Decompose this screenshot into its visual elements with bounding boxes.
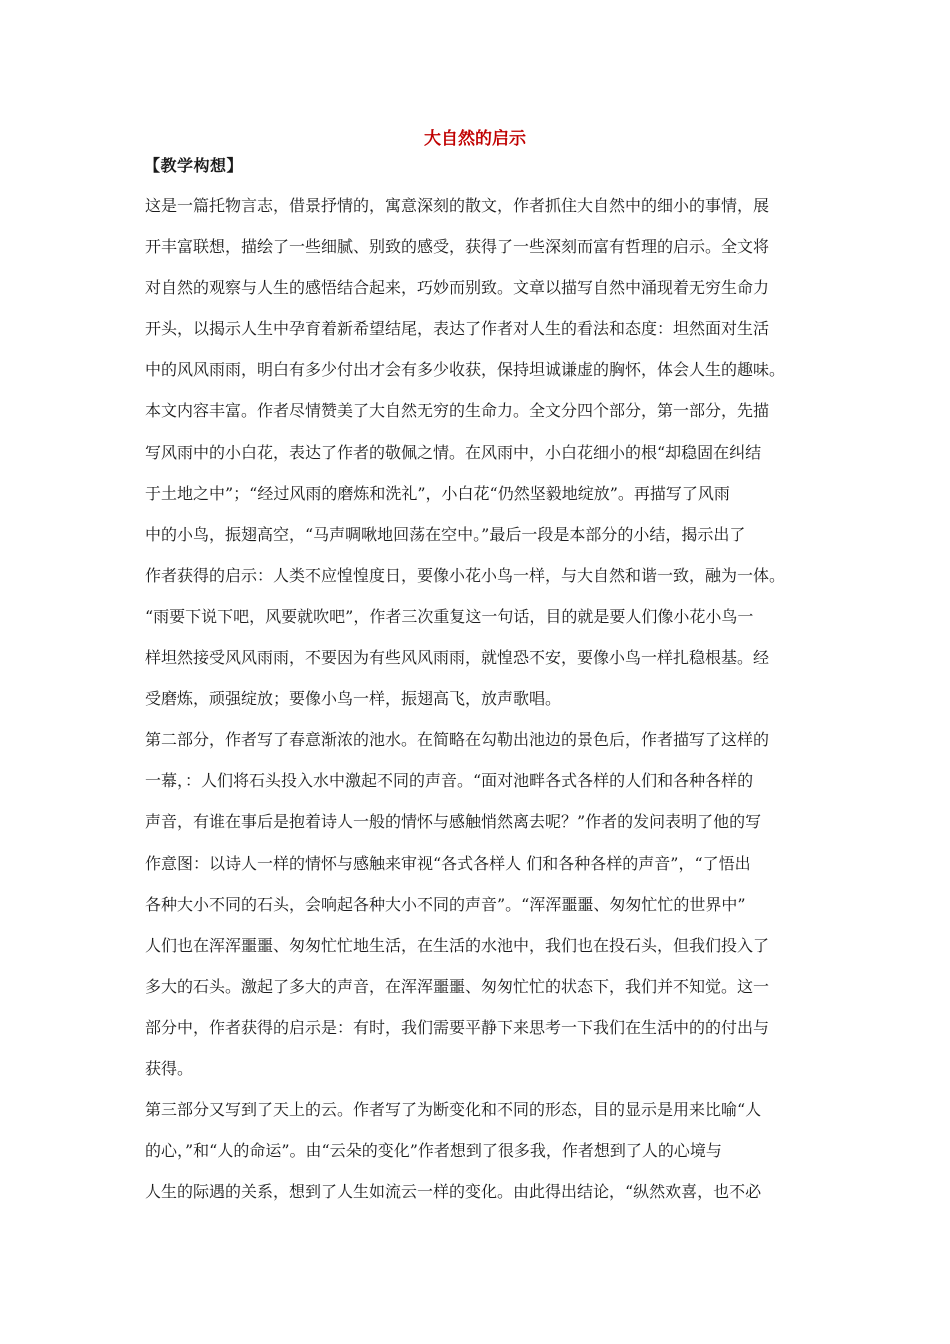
text-line: 于土地之中”；“经过风雨的磨炼和洗礼”，小白花“仍然坚毅地绽放”。再描写了风雨 [145,483,730,503]
text-line: 开丰富联想，描绘了一些细腻、别致的感受，获得了一些深刻而富有哲理的启示。全文将 [145,237,770,257]
text-line: 对自然的观察与人生的感悟结合起来，巧妙而别致。文章以描写自然中涌现着无穷生命力 [145,278,770,298]
text-line: 这是一篇托物言志，借景抒情的，寓意深刻的散文，作者抓住大自然中的细小的事情，展 [145,196,770,215]
text-line: 人们也在浑浑噩噩、匆匆忙忙地生活，在生活的水池中，我们也在投石头，但我们投入了 [145,935,770,955]
text-line: 本文内容丰富。作者尽情赞美了大自然无穷的生命力。全文分四个部分，第一部分，先描 [145,401,770,421]
text-line: 作意图：以诗人一样的情怀与感触来审视“各式各样人 们和各种各样的声音”，“了悟出 [145,853,751,873]
text-line: 开头，以揭示人生中孕育着新希望结尾，表达了作者对人生的看法和态度：坦然面对生活 [145,319,770,339]
text-line: 中的小鸟，振翅高空，“马声啁啾地回荡在空中。”最后一段是本部分的小结，揭示出了 [145,524,746,544]
text-line: 声音，有谁在事后是抱着诗人一般的情怀与感触悄然离去呢？”作者的发问表明了他的写 [145,812,762,832]
text-line: 写风雨中的小白花，表达了作者的敬佩之情。在风雨中，小白花细小的根“却稳固在纠结 [145,442,762,462]
document-title: 大自然的启示 [424,129,526,149]
text-line: 各种大小不同的石头，会响起各种大小不同的声音”。“浑浑噩噩、匆匆忙忙的世界中” [145,894,746,914]
section-heading: 【教学构想】 [144,156,244,175]
text-line: 第二部分，作者写了春意渐浓的池水。在简略在勾勒出池边的景色后，作者描写了这样的 [145,730,770,750]
body-text [145,185,825,1212]
text-line: 第三部分又写到了天上的云。作者写了为断变化和不同的形态，目的显示是用来比喻“人 [145,1100,762,1120]
text-line: 部分中，作者获得的启示是：有时，我们需要平静下来思考一下我们在生活中的的付出与 [145,1017,770,1037]
text-line: 的心，”和“人的命运”。由“云朵的变化”作者想到了很多我，作者想到了人的心境与 [145,1141,722,1161]
text-line: 一幕，：人们将石头投入水中激起不同的声音。“面对池畔各式各样的人们和各种各样的 [145,771,754,791]
text-line: “雨要下说下吧，风要就吹吧”，作者三次重复这一句话，目的就是要人们像小花小鸟一 [145,606,754,626]
text-line: 人生的际遇的关系，想到了人生如流云一样的变化。由此得出结论，“纵然欢喜，也不必 [145,1182,762,1202]
text-line: 获得。 [145,1058,194,1078]
text-line: 受磨炼，顽强绽放；要像小鸟一样，振翅高飞，放声歌唱。 [145,689,562,709]
text-line: 作者获得的启示：人类不应惶惶度日，要像小花小鸟一样，与大自然和谐一致，融为一体。 [145,565,786,585]
text-line: 中的风风雨雨，明白有多少付出才会有多少收获，保持坦诚谦虚的胸怀，体会人生的趣味。 [145,360,786,380]
text-line: 样坦然接受风风雨雨，不要因为有些风风雨雨，就惶恐不安，要像小鸟一样扎稳根基。经 [145,648,770,668]
text-line: 多大的石头。激起了多大的声音，在浑浑噩噩、匆匆忙忙的状态下，我们并不知觉。这一 [145,976,770,996]
